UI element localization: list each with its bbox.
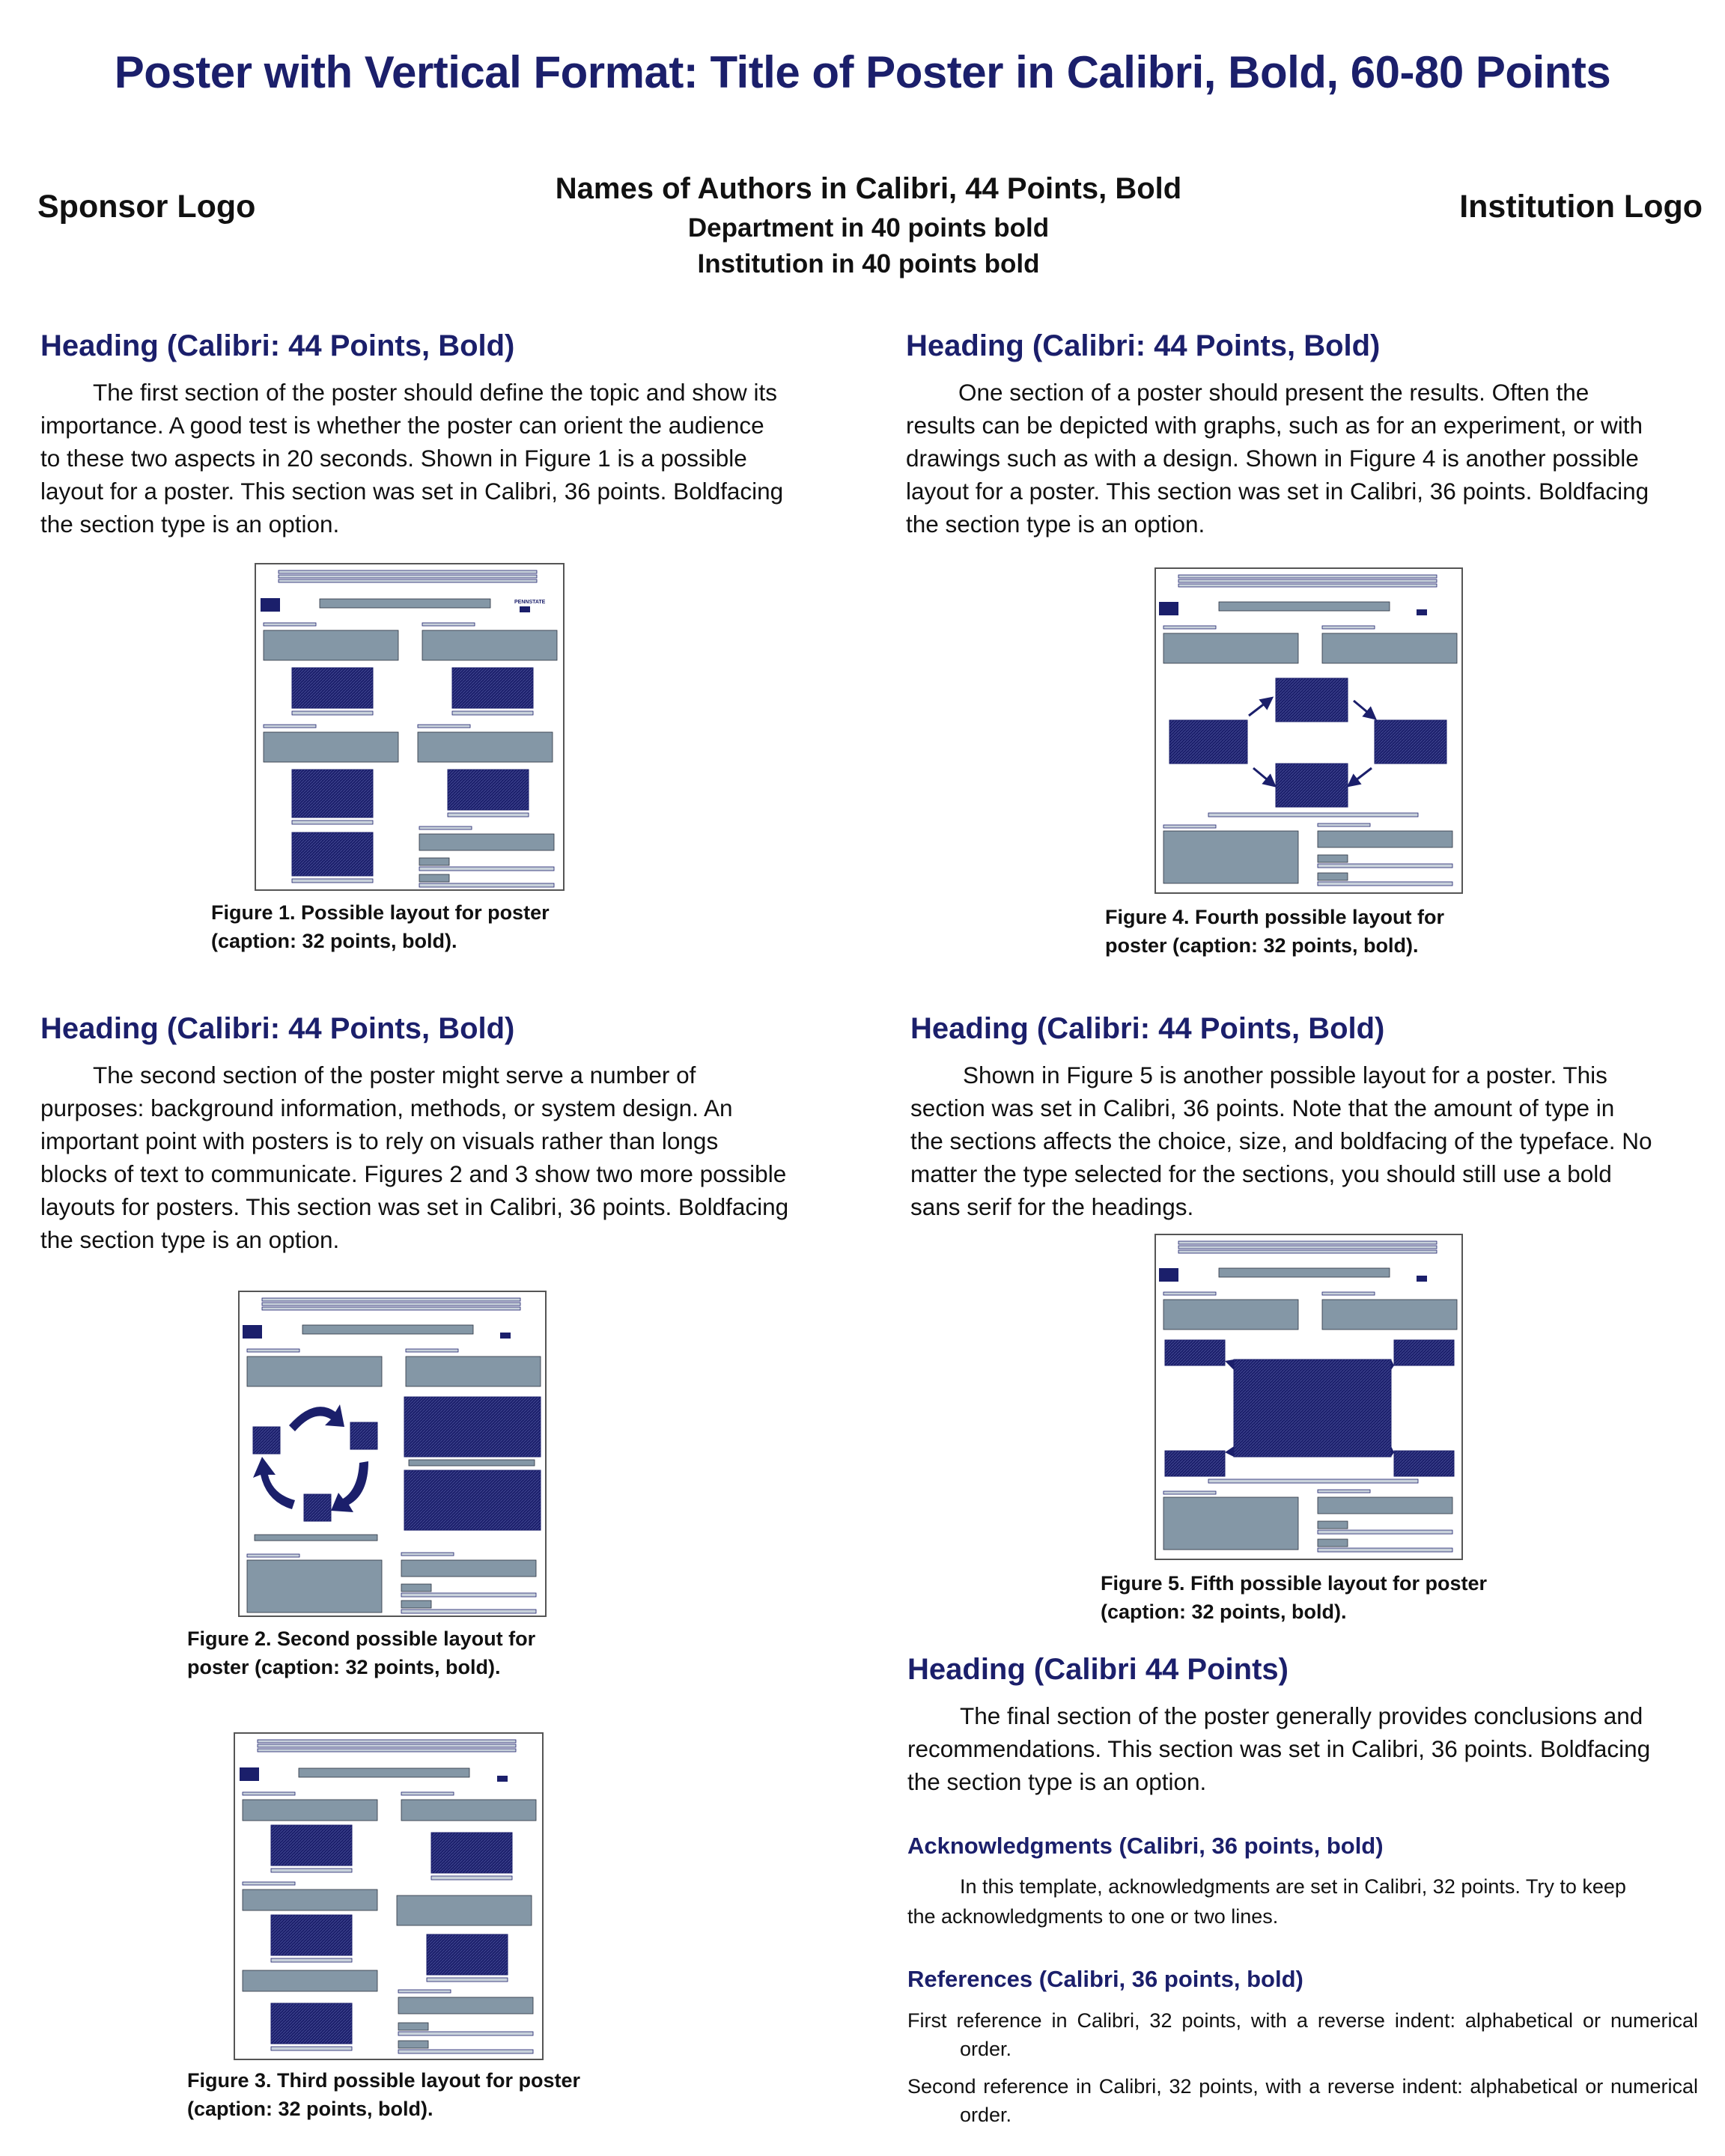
figure-5-thumbnail	[1154, 1234, 1463, 1560]
figure-3-caption	[187, 2066, 580, 2123]
figure-2-thumbnail	[238, 1291, 547, 1617]
fig1-caption-line-1: Figure 1. Possible layout for poster	[211, 901, 550, 924]
section-5-body	[907, 1699, 1716, 1798]
s1-line-5: the section type is an option.	[40, 511, 340, 538]
institution-logo: Institution Logo	[1459, 189, 1703, 225]
section-5-heading: Heading (Calibri 44 Points)	[907, 1653, 1289, 1686]
ack-line-1: In this template, acknowledgments are set in Calibri, 32 points. Try to keep	[960, 1875, 1626, 1898]
fig3-caption-line-2: (caption: 32 points, bold).	[187, 2098, 433, 2120]
s5-line-3: the section type is an option.	[907, 1768, 1207, 1795]
section-4-heading: Heading (Calibri: 44 Points, Bold)	[910, 1012, 1385, 1045]
s1-line-1: The first section of the poster should define the topic and show its	[93, 379, 778, 406]
section-4-body	[910, 1059, 1719, 1223]
fig4-caption-line-2: poster (caption: 32 points, bold).	[1105, 934, 1419, 957]
s4-line-4: matter the type selected for the sections, you should still use a bold	[910, 1160, 1612, 1187]
fig3-caption-line-1: Figure 3. Third possible layout for poster	[187, 2069, 581, 2092]
s4-line-5: sans serif for the headings.	[910, 1193, 1194, 1220]
figure-4-caption	[1105, 903, 1444, 960]
s2-line-5: layouts for posters. This section was set in Calibri, 36 points. Boldfacing	[40, 1193, 789, 1220]
figure-1-caption	[211, 898, 550, 955]
sponsor-logo: Sponsor Logo	[37, 189, 256, 225]
section-3-body	[906, 376, 1715, 540]
acknowledgments-heading: Acknowledgments (Calibri, 36 points, bold)	[907, 1833, 1384, 1859]
s2-line-6: the section type is an option.	[40, 1226, 340, 1253]
s3-line-5: the section type is an option.	[906, 511, 1205, 538]
s5-line-1: The final section of the poster generally provides conclusions and	[960, 1702, 1643, 1729]
s2-line-4: blocks of text to communicate. Figures 2 and 3 show two more possible	[40, 1160, 787, 1187]
s3-line-4: layout for a poster. This section was set in Calibri, 36 points. Boldfacing	[906, 478, 1649, 505]
s2-line-1: The second section of the poster might serve a number of	[93, 1062, 696, 1088]
s3-line-1: One section of a poster should present the results. Often the	[958, 379, 1589, 406]
s3-line-2: results can be depicted with graphs, such as for an experiment, or with	[906, 412, 1643, 439]
figure-2-caption	[187, 1624, 535, 1681]
figure-3-thumbnail	[234, 1732, 544, 2060]
fig5-caption-line-1: Figure 5. Fifth possible layout for poster	[1101, 1572, 1488, 1595]
institution: Institution in 40 points bold	[697, 249, 1040, 278]
section-2-body	[40, 1059, 849, 1256]
s2-line-2: purposes: background information, methods, or system design. An	[40, 1094, 733, 1121]
reference-2: Second reference in Calibri, 32 points, with a reverse indent: alphabetical or numerical order.	[907, 2075, 1698, 2126]
fig1-caption-line-2: (caption: 32 points, bold).	[211, 930, 457, 952]
fig4-caption-line-1: Figure 4. Fourth possible layout for	[1105, 906, 1445, 928]
thumb-logo-text: PENNSTATE	[514, 600, 546, 605]
s4-line-2: section was set in Calibri, 36 points. Note that the amount of type in	[910, 1094, 1615, 1121]
section-1-heading: Heading (Calibri: 44 Points, Bold)	[40, 329, 515, 362]
s3-line-3: drawings such as with a design. Shown in Figure 4 is another possible	[906, 445, 1639, 472]
s1-line-2: importance. A good test is whether the poster can orient the audience	[40, 412, 764, 439]
s2-line-3: important point with posters is to rely on visuals rather than longs	[40, 1127, 719, 1154]
figure-5-caption	[1101, 1569, 1487, 1626]
s5-line-2: recommendations. This section was set in Calibri, 36 points. Boldfacing	[907, 1735, 1651, 1762]
fig2-caption-line-2: poster (caption: 32 points, bold).	[187, 1656, 501, 1678]
acknowledgments-body	[907, 1872, 1701, 1931]
references-heading: References (Calibri, 36 points, bold)	[907, 1966, 1303, 1992]
section-3-heading: Heading (Calibri: 44 Points, Bold)	[906, 329, 1381, 362]
s1-line-3: to these two aspects in 20 seconds. Shown in Figure 1 is a possible	[40, 445, 747, 472]
authors: Names of Authors in Calibri, 44 Points, Bold	[555, 172, 1182, 205]
authors-block	[464, 172, 1273, 282]
fig5-caption-line-2: (caption: 32 points, bold).	[1101, 1601, 1347, 1623]
s4-line-3: the sections affects the choice, size, and boldfacing of the typeface. No	[910, 1127, 1652, 1154]
figure-1-thumbnail	[255, 563, 565, 891]
ack-line-2: the acknowledgments to one or two lines.	[907, 1905, 1279, 1928]
poster-title: Poster with Vertical Format: Title of Poster in Calibri, Bold, 60-80 Points	[114, 47, 1611, 97]
fig2-caption-line-1: Figure 2. Second possible layout for	[187, 1627, 536, 1650]
section-2-heading: Heading (Calibri: 44 Points, Bold)	[40, 1012, 515, 1045]
reference-1: First reference in Calibri, 32 points, with a reverse indent: alphabetical or numerical order.	[907, 2009, 1698, 2060]
department: Department in 40 points bold	[687, 213, 1050, 243]
s4-line-1: Shown in Figure 5 is another possible layout for a poster. This	[963, 1062, 1607, 1088]
figure-4-thumbnail	[1154, 567, 1463, 894]
s1-line-4: layout for a poster. This section was set in Calibri, 36 points. Boldfacing	[40, 478, 784, 505]
section-1-body	[40, 376, 849, 540]
